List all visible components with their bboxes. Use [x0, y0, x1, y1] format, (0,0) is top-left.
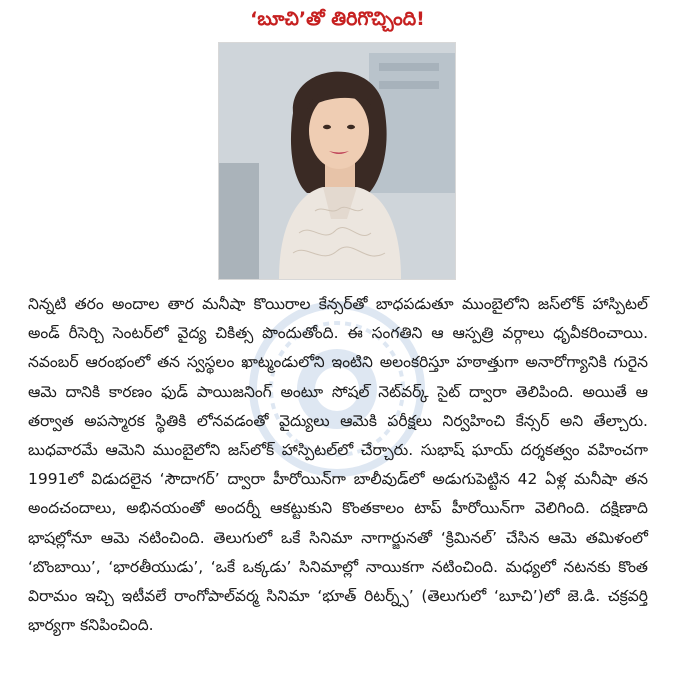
- article-body: [28, 290, 648, 640]
- article-headline: ‘బూచి’తో తిరిగొచ్చింది!: [250, 8, 425, 30]
- article-paragraph: నిన్నటి తరం అందాల తార మనీషా కొయిరాల కేన్సర్‌తో బాధపడుతూ ముంబైలోని జస్‌లోక్ హాస్పిటల్ అండ్ రీసెర్చి సెంటర్‌లో వైద్య చికిత్స పొందుతోంది. ఈ సంగతిని ఆ ఆస్పత్రి వర్గాలు ధృవీకరించాయి. నవంబర్ ఆరంభంలో తన స్వస్థలం ఖాట్మండులోని ఇంటిని అలంకరిస్తూ హఠాత్తుగా అనారోగ్యానికి గురైన ఆమె దానికి కారణం ఫుడ్ పాయిజనింగ్ అంటూ సోషల్ నెట్‌వర్క్ సైట్ ద్వారా తెలిపింది. అయితే ఆ తర్వాత అపస్మారక స్థితికి లోనవడంతో వైద్యులు ఆమెకి పరీక్షలు నిర్వహించి కేన్సర్ అని తేల్చారు. బుధవారమే ఆమెని ముంబైలోని జస్‌లోక్ హాస్పిటల్‌లో చేర్చారు. సుభాష్ ఘాయ్ దర్శకత్వం వహించగా 1991లో విడుదలైన ‘సౌదాగర్’ ద్వారా హీరోయిన్‌గా బాలీవుడ్‌లో అడుగుపెట్టిన 42 ఏళ్ల మనీషా తన అందచందాలు, అభినయంతో అందర్నీ ఆకట్టుకుని కొంతకాలం టాప్ హీరోయిన్‌గా వెలిగింది. దక్షిణాది భాషల్లోనూ ఆమె నటించింది. తెలుగులో ఒకే సినిమా నాగార్జునతో ‘క్రిమినల్’ చేసిన ఆమె తమిళంలో ‘బొంబాయి’, ‘భారతీయుడు’, ‘ఒకే ఒక్కడు’ సినిమాల్లో నాయికగా నటించింది. మధ్యలో నటనకు కొంత విరామం ఇచ్చి ఇటీవలే రాంగోపాల్‌వర్మ సినిమా ‘భూత్ రిటర్న్స్’ (తెలుగులో ‘బూచి’)లో జె.డి. చక్రవర్తి భార్యగా కనిపించింది.: [28, 295, 648, 635]
- article-photo: [218, 42, 456, 280]
- portrait-illustration: [219, 43, 455, 279]
